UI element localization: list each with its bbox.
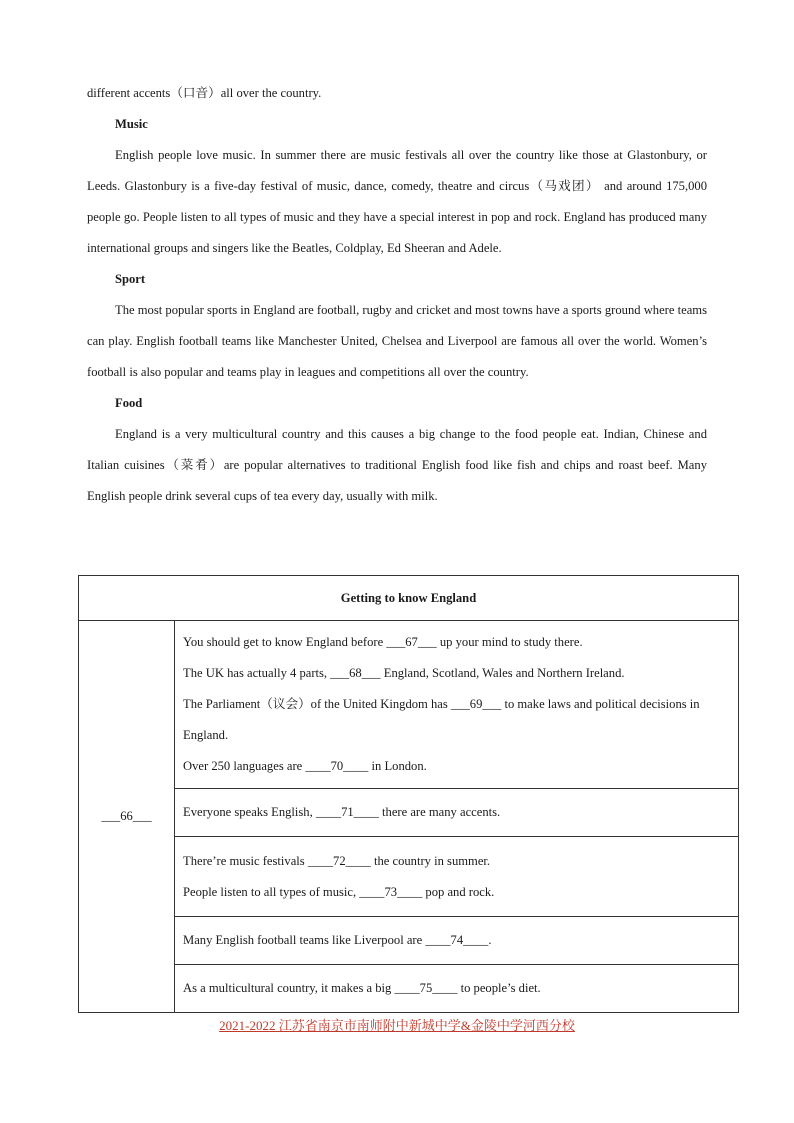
sport-paragraph: The most popular sports in England are football, rugby and cricket and most towns have a sports ground where teams can play. English football teams like Manchester United, Chelsea and Liverpool are famous all over the world. Women’s football is also popular and teams play in leagues and competitions all over the country. <box>87 303 707 379</box>
passage <box>87 78 707 512</box>
line-68: The UK has actually 4 parts, ___68___ England, Scotland, Wales and Northern Ireland. <box>183 666 625 680</box>
music-heading: Music <box>115 117 148 131</box>
intro-line: different accents（口音）all over the country. <box>87 86 322 100</box>
table-row <box>175 789 739 837</box>
table-title: Getting to know England <box>79 576 739 621</box>
line-70: Over 250 languages are ____70____ in London. <box>183 759 427 773</box>
line-73: People listen to all types of music, ____73____ pop and rock. <box>183 884 495 899</box>
summary-table <box>78 575 739 1013</box>
table-row <box>175 917 739 965</box>
table-row <box>175 837 739 917</box>
line-74: Many English football teams like Liverpool are ____74____. <box>183 933 492 947</box>
footer-school-name: 2021-2022 江苏省南京市南师附中新城中学&金陵中学河西分校 <box>219 1018 575 1033</box>
line-75: As a multicultural country, it makes a big ____75____ to people’s diet. <box>183 981 541 995</box>
line-69: The Parliament（议会）of the United Kingdom has ___69___ to make laws and political decisions in England. <box>183 697 700 742</box>
table-row <box>175 965 739 1013</box>
sport-heading: Sport <box>115 272 146 286</box>
line-72: There’re music festivals ____72____ the country in summer. <box>183 853 491 868</box>
table-row <box>175 621 739 789</box>
music-paragraph: English people love music. In summer there are music festivals all over the country like those at Glastonbury, or Leeds. Glastonbury is a five-day festival of music, dance, comedy, theatre and circus（马戏团） and around 175,000 people go. People listen to all types of music and they have a special interest in pop and rock. England has produced many international groups and singers like the Beatles, Coldplay, Ed Sheeran and Adele. <box>87 148 707 255</box>
blank-66: ___66___ <box>79 621 175 1013</box>
line-67: You should get to know England before ___67___ up your mind to study there. <box>183 635 583 649</box>
food-paragraph: England is a very multicultural country and this causes a big change to the food people eat. Indian, Chinese and Italian cuisines（菜肴）are popular alternatives to traditional English food like fish and chips and roast beef. Many English people drink several cups of tea every day, usually with milk. <box>87 427 707 503</box>
food-heading: Food <box>115 396 143 410</box>
line-71: Everyone speaks English, ____71____ there are many accents. <box>183 805 501 819</box>
